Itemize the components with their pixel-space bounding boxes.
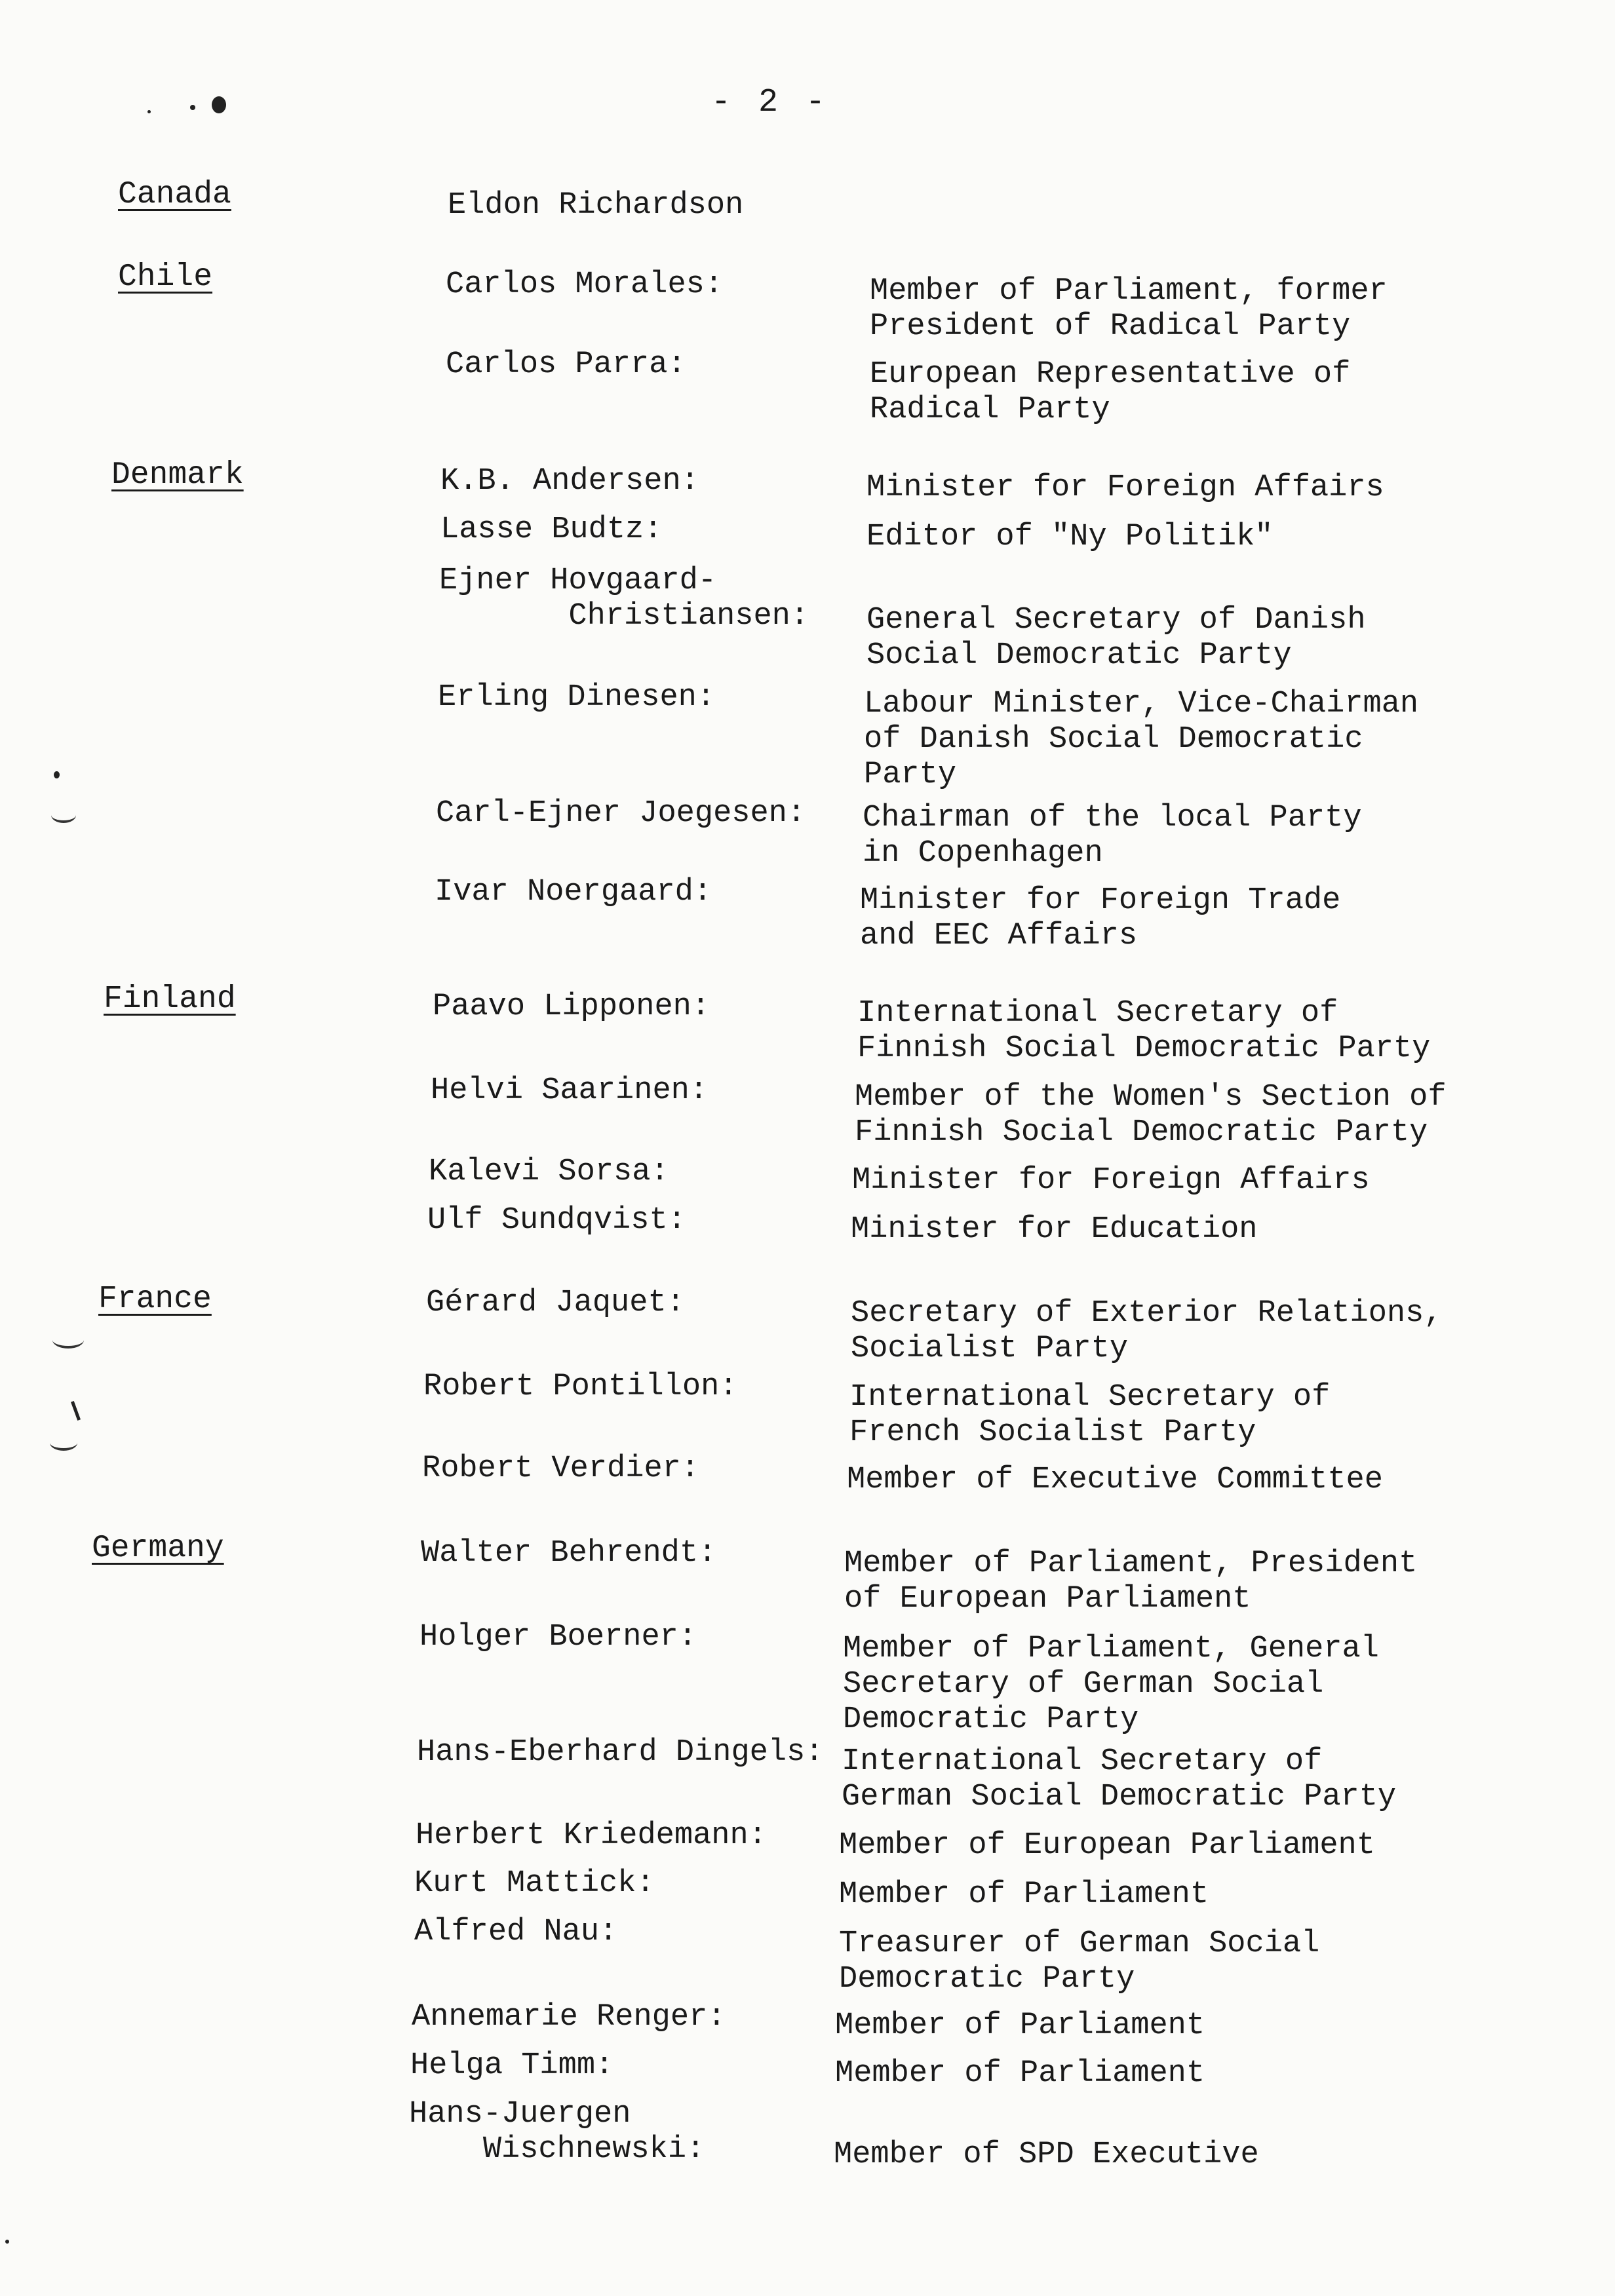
delegate-role: General Secretary of Danish Social Democratic Party [866, 603, 1366, 673]
country-heading-germany: Germany [92, 1531, 224, 1566]
delegate-name: Erling Dinesen: [438, 680, 716, 715]
scan-mark-dot [212, 96, 226, 113]
delegate-role: International Secretary of Finnish Social Democratic Party [857, 996, 1431, 1066]
delegate-role: Member of SPD Executive [834, 2137, 1259, 2172]
delegate-name: Ivar Noergaard: [435, 875, 712, 909]
delegate-role: Editor of "Ny Politik" [866, 520, 1274, 554]
scan-mark-tick [71, 1401, 81, 1421]
scan-mark-dot [54, 771, 60, 778]
delegate-name: Annemarie Renger: [412, 2000, 726, 2035]
delegate-role: Labour Minister, Vice-Chairman of Danish Social Democratic Party [864, 687, 1419, 792]
delegate-name: Kurt Mattick: [414, 1866, 655, 1901]
delegate-name: Ejner Hovgaard- Christiansen: [439, 564, 809, 634]
delegate-role: Member of Parliament [839, 1877, 1209, 1912]
delegate-role: Chairman of the local Party in Copenhagen [863, 801, 1362, 871]
delegate-name: Alfred Nau: [414, 1915, 618, 1949]
delegate-name: Herbert Kriedemann: [416, 1818, 767, 1853]
delegate-name: Kalevi Sorsa: [429, 1155, 669, 1189]
scan-mark-arc [50, 1435, 77, 1451]
page-number: - 2 - [711, 84, 830, 121]
scan-mark-arc [51, 807, 76, 823]
scan-mark-dot [190, 105, 195, 110]
delegate-name: Gérard Jaquet: [426, 1286, 685, 1320]
delegate-role: Minister for Education [851, 1212, 1258, 1247]
delegate-name: K.B. Andersen: [440, 464, 699, 499]
delegate-name: Hans-Juergen Wischnewski: [409, 2097, 705, 2167]
delegate-name: Helga Timm: [410, 2048, 614, 2083]
delegate-role: Minister for Foreign Trade and EEC Affairs [860, 883, 1341, 953]
country-heading-canada: Canada [118, 177, 231, 212]
delegate-name: Ulf Sundqvist: [427, 1203, 686, 1238]
delegate-role: Member of Parliament [835, 2008, 1205, 2043]
delegate-role: Member of Parliament [835, 2056, 1205, 2091]
delegate-name: Robert Pontillon: [423, 1369, 738, 1404]
delegate-name: Paavo Lipponen: [433, 989, 710, 1024]
delegate-name: Lasse Budtz: [440, 512, 663, 547]
country-heading-france: France [98, 1282, 212, 1317]
delegate-role: Member of Parliament, General Secretary of German Social Democratic Party [843, 1632, 1379, 1737]
delegate-role: Secretary of Exterior Relations, Socialist Party [851, 1296, 1443, 1366]
delegate-role: Member of Executive Committee [847, 1463, 1383, 1497]
delegate-name: Eldon Richardson [448, 188, 744, 223]
delegate-role: International Secretary of French Socialist Party [849, 1380, 1331, 1450]
country-heading-chile: Chile [118, 259, 213, 295]
delegate-name: Carl-Ejner Joegesen: [436, 796, 806, 831]
delegate-role: European Representative of Radical Party [870, 357, 1351, 427]
scan-mark-dot [147, 110, 151, 113]
delegate-name: Hans-Eberhard Dingels: [417, 1735, 824, 1770]
country-heading-denmark: Denmark [111, 457, 244, 493]
delegate-name: Carlos Morales: [446, 267, 724, 302]
delegate-name: Carlos Parra: [446, 347, 686, 382]
delegate-role: Minister for Foreign Affairs [852, 1163, 1370, 1198]
delegate-role: Treasurer of German Social Democratic Party [839, 1926, 1320, 1997]
delegate-role: Member of Parliament, President of European Parliament [844, 1546, 1418, 1617]
scan-mark-dot [5, 2240, 9, 2244]
delegate-name: Holger Boerner: [419, 1620, 697, 1655]
delegate-role: Member of Parliament, former President of Radical Party [870, 274, 1388, 344]
delegate-name: Walter Behrendt: [421, 1536, 717, 1571]
delegate-name: Helvi Saarinen: [431, 1073, 709, 1108]
delegate-name: Robert Verdier: [422, 1451, 700, 1486]
delegate-role: International Secretary of German Social Democratic Party [842, 1744, 1397, 1814]
delegate-role: Member of the Women's Section of Finnish Social Democratic Party [855, 1080, 1447, 1150]
delegate-role: Member of European Parliament [839, 1828, 1375, 1863]
delegate-role: Minister for Foreign Affairs [866, 470, 1384, 505]
country-heading-finland: Finland [104, 982, 236, 1017]
scan-mark-arc [52, 1331, 84, 1349]
